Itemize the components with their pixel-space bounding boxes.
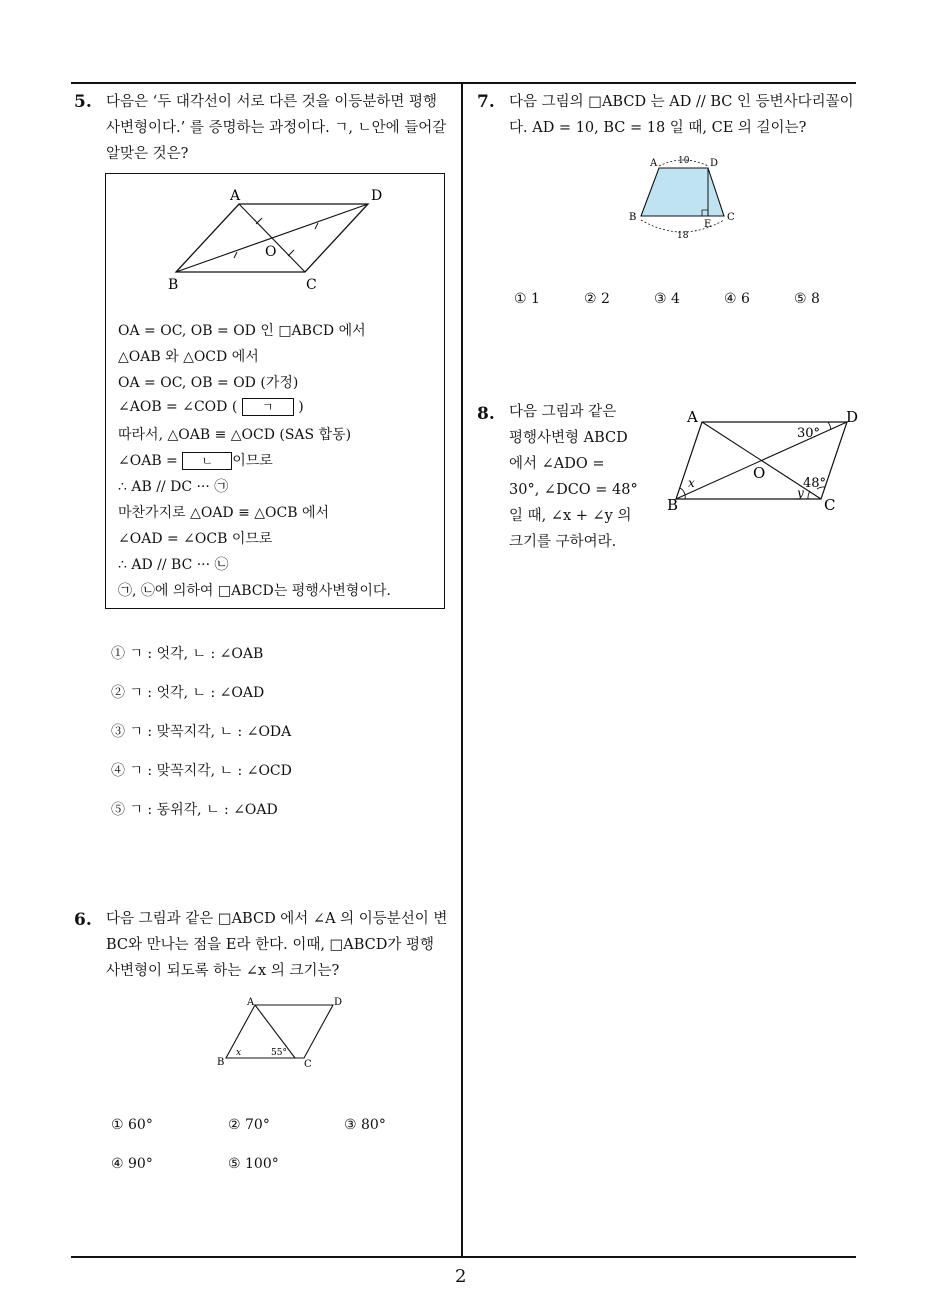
q7-label-B: B	[629, 212, 637, 223]
q8-label-y: y	[797, 486, 804, 500]
q8-parallelogram-figure	[664, 403, 859, 513]
proof-line-5: 따라서, △OAB ≡ △OCD (SAS 합동)	[118, 427, 352, 443]
q6-option-2[interactable]: ② 70°	[228, 1117, 270, 1133]
proof-line-4: ∠AOB = ∠COD ( ㄱ )	[118, 399, 304, 415]
page-number: 2	[455, 1266, 467, 1287]
q7-option-2[interactable]: ② 2	[584, 291, 610, 307]
q6-label-B: B	[217, 1057, 225, 1068]
q7-text: 다음 그림의 □ABCD 는 AD // BC 인 등변사다리꼴이 다. AD = 10, BC = 18 일 때, CE 의 길이는?	[509, 94, 854, 136]
q7-label-D: D	[710, 158, 719, 169]
q6-label-C: C	[304, 1059, 312, 1070]
q5-proof-box	[105, 173, 445, 609]
q6-option-1[interactable]: ① 60°	[111, 1117, 153, 1133]
blank-giyeok: ㄱ	[242, 398, 294, 416]
q5-option-3[interactable]: ③ ㄱ : 맞꼭지각, ㄴ : ∠ODA	[111, 724, 292, 740]
q7-option-1[interactable]: ① 1	[514, 291, 540, 307]
proof-line-11: ㉠, ㉡에 의하여 □ABCD는 평행사변형이다.	[118, 583, 391, 599]
q5-number: 5.	[74, 92, 92, 112]
q5-parallelogram-figure	[106, 174, 444, 304]
proof-line-8: 마찬가지로 △OAD ≡ △OCB 에서	[118, 505, 330, 521]
q5-text: 다음은 ‘두 대각선이 서로 다른 것을 이등분하면 평행 사변형이다.’ 를 증명하는 과정이다. ㄱ, ㄴ안에 들어갈 알맞은 것은?	[106, 94, 447, 162]
q6-option-4[interactable]: ④ 90°	[111, 1156, 153, 1172]
q8-number: 8.	[477, 404, 495, 424]
q6-label-55: 55°	[271, 1048, 287, 1058]
q7-option-3[interactable]: ③ 4	[654, 291, 680, 307]
q7-label-E: E	[704, 219, 712, 230]
q6-option-3[interactable]: ③ 80°	[344, 1117, 386, 1133]
proof-line-6: ∠OAB = ㄴ 이므로	[118, 453, 273, 469]
q5-label-A: A	[230, 188, 241, 204]
q8-label-A: A	[687, 408, 698, 426]
q8-text: 다음 그림과 같은 평행사변형 ABCD 에서 ∠ADO = 30°, ∠DCO = 48° 일 때, ∠x + ∠y 의 크기를 구하여라.	[509, 404, 638, 550]
q7-label-18: 18	[677, 231, 689, 240]
q8-label-O: O	[753, 464, 766, 482]
q6-label-x: x	[236, 1048, 242, 1058]
q6-text: 다음 그림과 같은 □ABCD 에서 ∠A 의 이등분선이 변 BC와 만나는 점을 E라 한다. 이때, □ABCD가 평행 사변형이 되도록 하는 ∠x 의 크기는?	[106, 911, 448, 979]
blank-nieun: ㄴ	[182, 452, 232, 470]
q6-label-A: A	[247, 997, 255, 1008]
q6-figure	[213, 993, 363, 1073]
q5-option-4[interactable]: ④ ㄱ : 맞꼭지각, ㄴ : ∠OCD	[111, 763, 292, 779]
q6-label-D: D	[334, 997, 343, 1008]
q8-label-x: x	[688, 476, 695, 490]
q7-option-4[interactable]: ④ 6	[724, 291, 750, 307]
q8-label-D: D	[846, 408, 859, 426]
q5-option-5[interactable]: ⑤ ㄱ : 동위각, ㄴ : ∠OAD	[111, 802, 278, 818]
top-rule	[71, 82, 856, 84]
column-divider	[461, 82, 463, 1258]
q5-label-C: C	[306, 277, 317, 293]
bottom-rule	[71, 1256, 856, 1258]
proof-line-9: ∠OAD = ∠OCB 이므로	[118, 531, 273, 547]
q7-option-5[interactable]: ⑤ 8	[794, 291, 820, 307]
q6-number: 6.	[74, 910, 92, 930]
proof-line-1: OA = OC, OB = OD 인 □ABCD 에서	[118, 323, 366, 339]
q5-option-2[interactable]: ② ㄱ : 엇각, ㄴ : ∠OAD	[111, 685, 265, 701]
q5-label-O: O	[265, 244, 277, 260]
proof-line-7: ∴ AB // DC ··· ㉠	[118, 479, 229, 495]
proof-line-10: ∴ AD // BC ··· ㉡	[118, 557, 229, 573]
proof-line-2: △OAB 와 △OCD 에서	[118, 349, 259, 365]
q8-label-30: 30°	[797, 426, 821, 441]
q7-number: 7.	[477, 92, 495, 112]
q7-label-10: 10	[678, 156, 690, 166]
q5-label-B: B	[168, 277, 179, 293]
q8-label-48: 48°	[803, 476, 827, 491]
q5-label-D: D	[371, 188, 383, 204]
q8-label-B: B	[667, 496, 679, 513]
proof-line-3: OA = OC, OB = OD (가정)	[118, 375, 299, 391]
q6-option-5[interactable]: ⑤ 100°	[228, 1156, 279, 1172]
q8-label-C: C	[824, 496, 836, 513]
q7-label-A: A	[650, 158, 658, 169]
q7-label-C: C	[727, 212, 735, 223]
q7-trapezoid-figure	[622, 150, 752, 240]
q5-option-1[interactable]: ① ㄱ : 엇각, ㄴ : ∠OAB	[111, 646, 264, 662]
